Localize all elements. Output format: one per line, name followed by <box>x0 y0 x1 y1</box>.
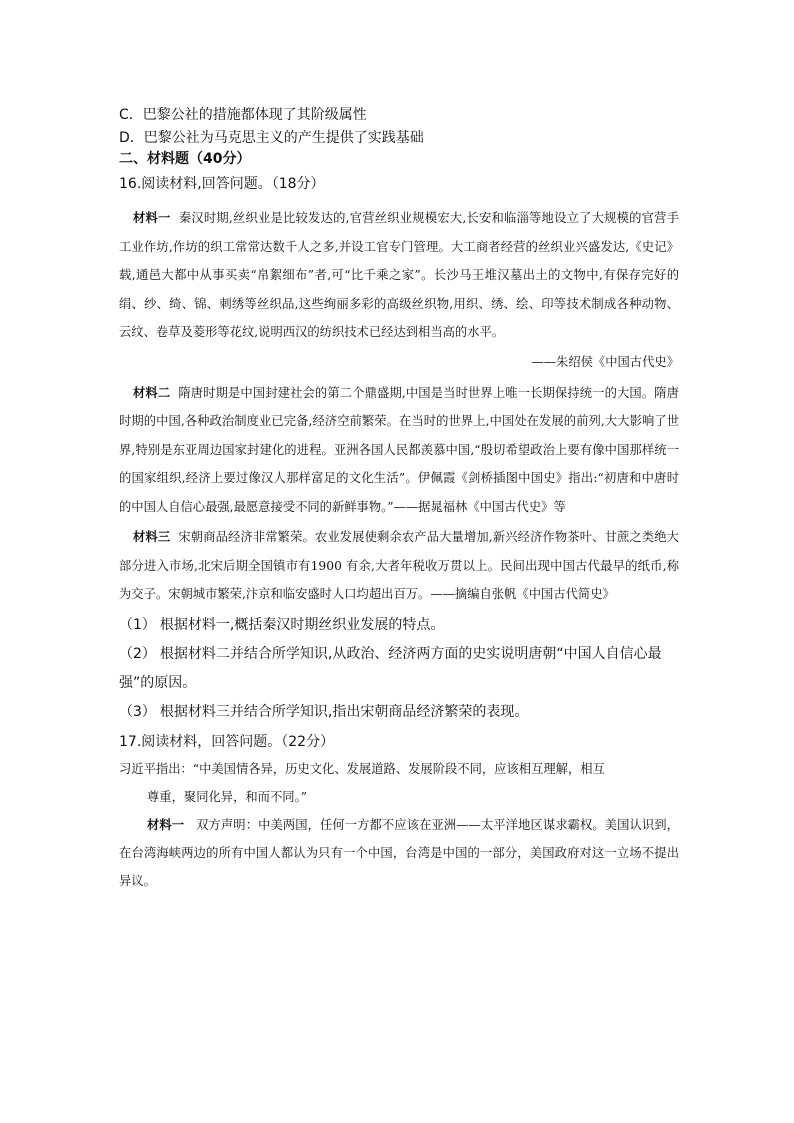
question-17-title: 17.阅读材料，回答问题。（22分） <box>119 733 335 750</box>
q16-material-1-text: 秦汉时期,丝织业是比较发达的,官营丝织业规模宏大,长安和临淄等地设立了大规模的官营手工业作坊,作坊的织工常常达数千人之多,并设工官专门管理。大工商者经营的丝织业兴盛发达,《史记》载,通邑大都中从事买卖“帛絮细布”者,可“比千乘之家”。长沙马王堆汉墓出土的文物中,有保存完好的绢、纱、绮、锦、刺绣等丝织品,这些绚丽多彩的高级丝织物,用织、绣、绘、印等技术制成各种动物、云纹、卷草及菱形等花纹,说明西汉的纺织技术已经达到相当高的水平。 <box>119 211 679 339</box>
option-d: D．巴黎公社为马克思主义的产生提供了实践基础 <box>119 130 424 146</box>
q16-sub2-number: （2） <box>119 645 156 662</box>
q17-material-1-text: 双方声明：中美两国，任何一方都不应该在亚洲——太平洋地区谋求霸权。美国认识到，在台湾海峡两边的所有中国人都认为只有一个中国，台湾是中国的一部分，美国政府对这一立场不提出异议。 <box>119 817 679 888</box>
q16-material-3 <box>119 523 679 609</box>
q17-material-1-label: 材料一 <box>147 816 185 832</box>
q16-material-3-text: 宋朝商品经济非常繁荣。农业发展使剩余农产品大量增加,新兴经济作物茶叶、甘蔗之类绝大部分进入市场,北宋后期全国镇市有1900 有余,大者年税收万贯以上。民间出现中国古代最早的纸币,称为交子。宋朝城市繁荣,汴京和临安盛时人口均超出百万。——摘编自张帆《中国古代简史》 <box>119 530 679 601</box>
option-c: C．巴黎公社的措施都体现了其阶级属性 <box>119 107 367 123</box>
q16-sub2-text: 根据材料二并结合所学知识,从政治、经济两方面的史实说明唐朝“中国人自信心最强”的原因。 <box>119 645 662 691</box>
q16-sub1-number: （1） <box>119 616 156 633</box>
q16-sub3-text: 根据材料三并结合所学知识,指出宋朝商品经济繁荣的表现。 <box>159 703 529 720</box>
q16-material-2-label: 材料二 <box>133 384 171 400</box>
q16-sub1-text: 根据材料一,概括秦汉时期丝织业发展的特点。 <box>159 616 445 633</box>
q16-material-2 <box>119 379 679 522</box>
q16-subquestion-3 <box>119 698 679 727</box>
q16-material-1-label: 材料一 <box>133 210 171 225</box>
q16-material-2-text: 隋唐时期是中国封建社会的第二个鼎盛期,中国是当时世界上唯一长期保持统一的大国。隋唐时期的中国,各种政治制度业已完备,经济空前繁荣。在当时的世界上,中国处在发展的前列,大大影响了世界,特别是东亚周边国家封建化的进程。亚洲各国人民都羡慕中国,“殷切希望政治上要有像中国那样统一的国家组织,经济上要过像汉人那样富足的文化生活”。伊佩霞《剑桥插图中国史》指出:“初唐和中唐时的中国人自信心最强,最愿意接受不同的新鲜事物。”——据晁福林《中国古代史》等 <box>119 385 679 514</box>
question-16-title: 16.阅读材料,回答问题。（18分） <box>119 176 325 192</box>
q16-material-1 <box>119 204 679 347</box>
q16-material-3-label: 材料三 <box>133 529 171 544</box>
q16-sub3-number: （3） <box>119 703 156 720</box>
q17-quote-line-1: 习近平指出：“中美国情各异，历史文化、发展道路、发展阶段不同，应该相互理解，相互 <box>119 761 605 776</box>
q16-subquestion-2 <box>119 640 679 698</box>
q17-material-1 <box>119 811 679 895</box>
q16-subquestion-1 <box>119 611 679 640</box>
q17-quote-line-2: 尊重，聚同化异，和而不同。” <box>147 789 307 804</box>
question-16-materials <box>119 202 679 895</box>
q17-quote <box>119 755 679 811</box>
section-title: 二、材料题（40分） <box>119 151 251 167</box>
q16-material-1-source: ——朱绍侯《中国古代史》 <box>531 354 679 369</box>
